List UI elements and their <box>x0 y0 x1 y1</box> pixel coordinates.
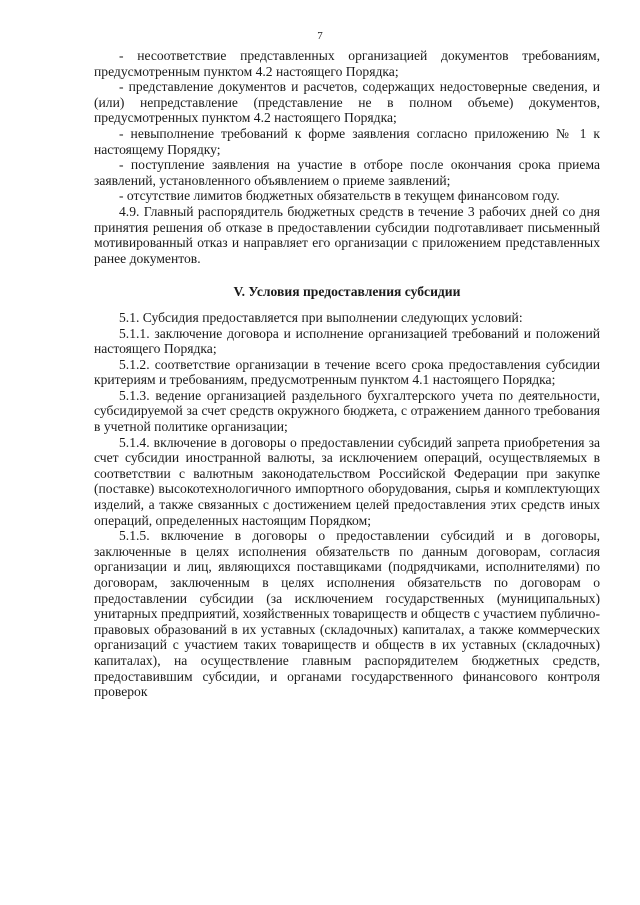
list-item: - отсутствие лимитов бюджетных обязательств в текущем финансовом году. <box>119 188 560 204</box>
paragraph-5-1-4: 5.1.4. включение в договоры о предоставлении субсидий запрета приобретения за счет субсидии иностранной валюты, за исключением операций, осуществляемых в соответствии с валютным законодательством Российской Федерации при закупке (поставке) высокотехнологичного импортного оборудования, сырья и комплектующих изделий, а также связанных с достижением целей предоставления этих средств иных операций, определенных настоящим Порядком; <box>94 434 600 528</box>
paragraph-5-1-1: 5.1.1. заключение договора и исполнение организацией требований и положений настоящего Порядка; <box>94 325 600 357</box>
section-title: V. Условия предоставления субсидии <box>233 284 461 300</box>
paragraph-5-1-5: 5.1.5. включение в договоры о предоставлении субсидий и в договоры, заключенные в целях исполнения обязательств по данным договорам, согласия организации и лиц, являющихся поставщиками (подрядчиками, исполнителями) по договорам, заключенным в целях исполнения обязательств по договорам о предоставлении субсидии (за исключением государственных (муниципальных) унитарных предприятий, хозяйственных товариществ и обществ с участием публично-правовых образований в их уставных (складочных) капиталах, а также коммерческих организаций с участием таких товариществ и обществ в их уставных (складочных) капиталах), на осуществление главным распорядителем бюджетных средств, предоставившим субсидии, и органами государственного финансового контроля проверок <box>94 528 600 700</box>
page-number: 7 <box>317 30 323 42</box>
list-item: - поступление заявления на участие в отборе после окончания срока приема заявлений, установленного объявлением о приеме заявлений; <box>94 157 600 188</box>
paragraph-5-1-2: 5.1.2. соответствие организации в течение всего срока предоставления субсидии критериям и требованиям, предусмотренным пунктом 4.1 настоящего Порядка; <box>94 356 600 388</box>
list-item: - невыполнение требований к форме заявления согласно приложению № 1 к настоящему Порядку; <box>94 125 600 157</box>
paragraph-5-1-3: 5.1.3. ведение организацией раздельного бухгалтерского учета по деятельности, субсидируемой за счет средств окружного бюджета, с отражением данного требования в учетной политике организации; <box>94 387 600 435</box>
paragraph-5-1: 5.1. Субсидия предоставляется при выполнении следующих условий: <box>119 309 523 325</box>
list-item: - представление документов и расчетов, содержащих недостоверные сведения, и (или) непредставление (представление не в полном объеме) документов, предусмотренных пунктом 4.2 настоящего Порядка; <box>94 79 600 126</box>
list-item: - несоответствие представленных организацией документов требованиям, предусмотренным пунктом 4.2 настоящего Порядка; <box>94 48 600 79</box>
page-content <box>94 48 600 700</box>
paragraph-4-9: 4.9. Главный распорядитель бюджетных средств в течение 3 рабочих дней со дня принятия решения об отказе в предоставлении субсидии подготавливает письменный мотивированный отказ и направляет его организации с приложением представленных ранее документов. <box>94 203 600 266</box>
